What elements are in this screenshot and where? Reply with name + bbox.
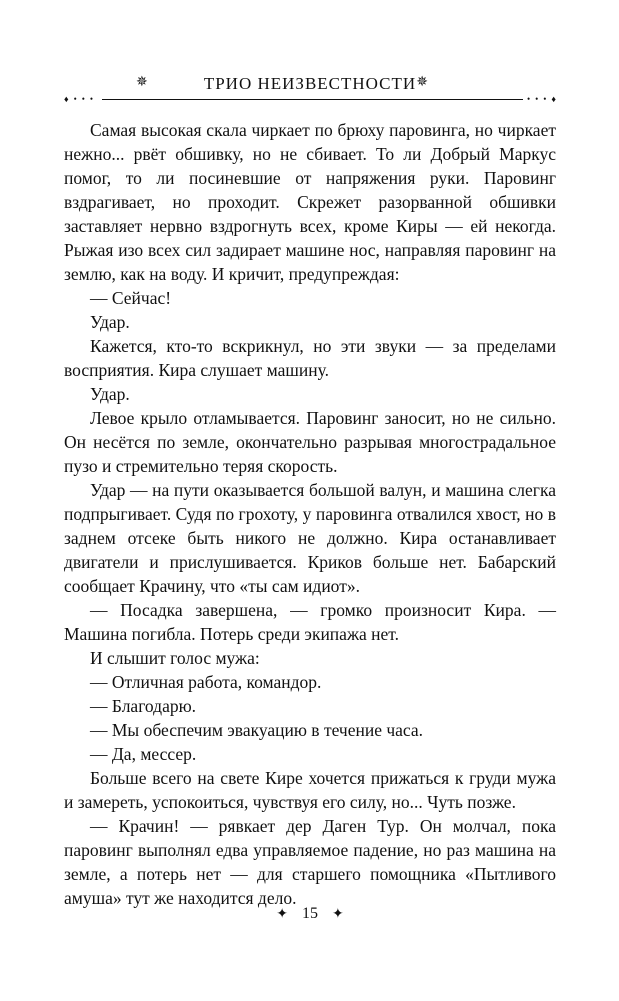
diamond-ornament-icon: ✦: [332, 907, 344, 922]
paragraph: — Сейчас!: [90, 288, 172, 308]
rule-ornament-icon: •••♦: [523, 94, 565, 104]
diamond-ornament-icon: ✦: [276, 907, 288, 922]
star-ornament-icon: ✵: [136, 75, 148, 90]
paragraph: Удар.: [90, 384, 130, 404]
paragraph: И слышит голос мужа:: [90, 648, 260, 668]
page-footer: [64, 905, 556, 923]
running-header: [64, 70, 561, 110]
header-divider: [64, 99, 556, 100]
paragraph: Больше всего на свете Кире хочется прижаться к груди мужа и замереть, успокоиться, чувствуя его силу, но... Чуть позже.: [64, 768, 556, 812]
paragraph: Кажется, кто-то вскрикнул, но эти звуки — за пределами восприятия. Кира слушает машину.: [64, 336, 556, 380]
paragraph: — Крачин! — рявкает дер Даген Тур. Он молчал, пока паровинг выполнял едва управляемое падение, но раз машина на земле, а потерь нет — для старшего помощника «Пытливого амуша» тут же находится дело.: [64, 816, 556, 908]
paragraph: — Да, мессер.: [90, 744, 197, 764]
body-text: [64, 118, 556, 910]
rule-ornament-icon: ♦•••: [60, 94, 102, 104]
paragraph: Удар.: [90, 312, 130, 332]
paragraph: Удар — на пути оказывается большой валун, и машина слегка подпрыгивает. Судя по грохоту, у паровинга отвалился хвост, но в заднем отсеке быть никого не должно. Кира останавливает двигатели и прислушивается. Криков больше нет. Бабарский сообщает Крачину, что «ты сам идиот».: [64, 480, 556, 596]
book-title: ТРИО НЕИЗВЕСТНОСТИ: [203, 74, 417, 93]
page-number: 15: [302, 905, 318, 922]
paragraph: — Мы обеспечим эвакуацию в течение часа.: [90, 720, 424, 740]
paragraph: Самая высокая скала чиркает по брюху паровинга, но чиркает нежно... рвёт обшивку, но не сбивает. То ли Добрый Маркус помог, то ли посиневшие от напряжения руки. Паровинг вздрагивает, но проходит. Скрежет разорванной обшивки заставляет нервно вздрогнуть всех, кроме Киры — ей некогда. Рыжая изо всех сил задирает машине нос, направляя паровинг на землю, как на воду. И кричит, предупреждая:: [64, 120, 556, 284]
paragraph: Левое крыло отламывается. Паровинг заносит, но не сильно. Он несётся по земле, окончательно разрывая многострадальное пузо и стремительно теряя скорость.: [64, 408, 556, 476]
paragraph: — Благодарю.: [90, 696, 197, 716]
paragraph: — Отличная работа, командор.: [90, 672, 322, 692]
star-ornament-icon: ✵: [416, 75, 428, 90]
paragraph: — Посадка завершена, — громко произносит Кира. — Машина погибла. Потерь среди экипажа нет.: [64, 600, 556, 644]
